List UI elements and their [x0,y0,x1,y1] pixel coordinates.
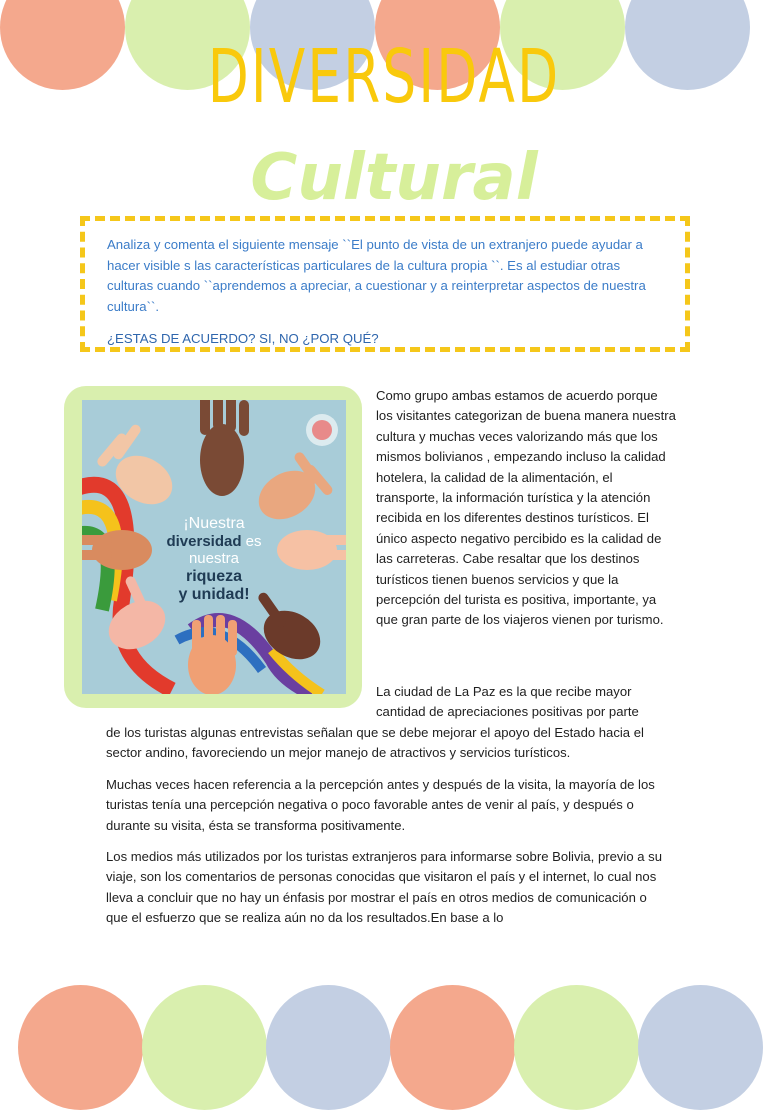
poster-frame [64,386,362,708]
decor-circle [514,985,639,1110]
body-paragraph-media: Los medios más utilizados por los turistas extranjeros para informarse sobre Bolivia, previo a su viaje, son los comentarios de personas conocidas que visitaron el país y el internet, lo cual nos lleva a concluir que no hay un énfasis por mostrar el país en otros medios de comunicación o que el esfuerzo que se realiza aún no da los resultados.En base a lo [106,849,663,926]
body-paragraph-lapaz-start: La ciudad de La Paz es la que recibe mayor cantidad de apreciaciones positivas por parte [376,684,639,720]
poster-line5: y unidad! [178,586,250,603]
prompt-text: Analiza y comenta el siguiente mensaje ``El punto de vista de un extranjero puede ayudar a hacer visible s las características particulares de la cultura propia ``. Es al estudiar otras culturas cuando ``aprendemos a apreciar, a cuestionar y a reinterpretar aspectos de nuestra cultura``. [107,237,646,314]
poster-line4: riqueza [185,568,243,585]
decor-circle [142,985,267,1110]
decor-circle [266,985,391,1110]
poster-line2-rest: es [241,533,262,550]
body-paragraph-agreement: Como grupo ambas estamos de acuerdo porque los visitantes categorizan de buena manera nuestra cultura y muchas veces valorizando más que los mismos bolivianos , empezando incluso la calidad hotelera, la calidad de la alimentación, el transporte, la información turística y la atención recibida en los diferentes destinos turísticos. El único aspecto negativo percibido es la calidad de las carreteras. Cabe resaltar que los destinos turísticos tienen buenos servicios y que la percepción del turista es positiva, importante, ya que gran parte de los viajeros vienen por turismo. [376,388,676,628]
poster-line3: nuestra [188,550,240,567]
svg-text:diversidad es [166,533,261,550]
poster-line2-bold: diversidad [166,533,242,550]
decor-circle [390,985,515,1110]
decor-circle [638,985,763,1110]
decor-circle [18,985,143,1110]
diversity-poster-image [82,400,346,694]
poster-line1: ¡Nuestra [183,515,245,532]
prompt-question: ¿ESTAS DE ACUERDO? SI, NO ¿POR QUÉ? [107,331,379,346]
decor-circle [0,0,125,90]
page-title: DIVERSIDAD [207,34,561,120]
page-subtitle: Cultural [250,141,538,215]
hands-illustration [82,400,346,694]
body-paragraph-perception: Muchas veces hacen referencia a la percepción antes y después de la visita, la mayoría de los turistas tenía una percepción negativa o poco favorable antes de venir al país, y después o durante su visita, ésta se transforma positivamente. [106,777,655,833]
body-paragraph-lapaz-end: de los turistas algunas entrevistas señalan que se debe mejorar el apoyo del Estado hacia el sector andino, favoreciendo un mejor manejo de atractivos y servicios turísticos. [106,725,644,761]
prompt-box [80,216,690,352]
